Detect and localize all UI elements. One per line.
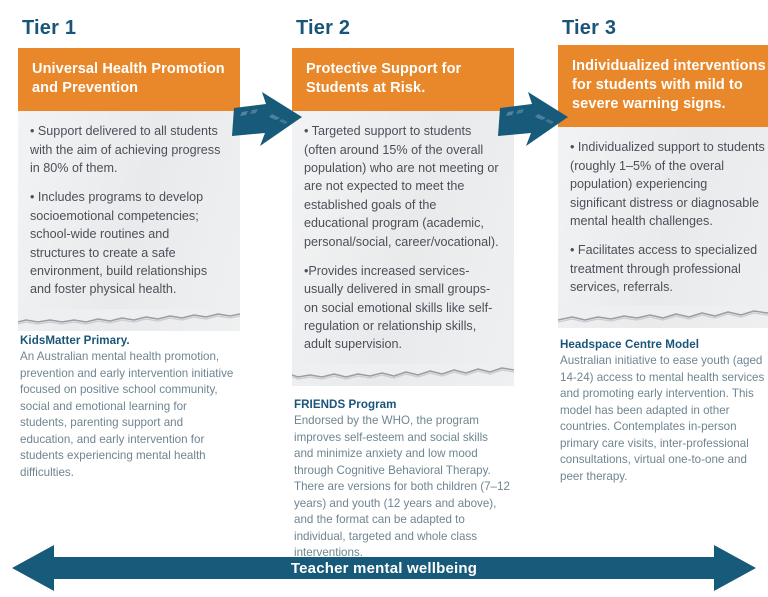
tier-note-title-1: KidsMatter Primary. <box>20 334 130 347</box>
tier-note-text-2: Endorsed by the WHO, the program improves self-esteem and social skills and minimize anxiety and low mood through Cognitive Behavioral Therapy. There are versions for both children (7–12 years) and youth (12 years and above), and the format can be adapted to individual, targeted and whole class interventions. <box>294 414 510 560</box>
tier-body-bullet: •Provides increased services-usually delivered in small groups- on social emotional skills like self-regulation or relationship skills, adult supervision. <box>304 263 493 352</box>
tier-note-text-3: Australian initiative to ease youth (aged 14-24) access to mental health services and promoting early intervention. This model has been adapted in other countries. Contemplates in-person primary care visits, inter-professional consultations, virtual one-to-one and peer therapy. <box>560 354 765 483</box>
tier-note-1 <box>20 333 240 481</box>
tier-body-bullet: • Individualized support to students (roughly 1–5% of the overal population) experiencing significant distress or diagnosable mental health challenges. <box>570 140 765 228</box>
teacher-wellbeing-banner <box>12 543 756 593</box>
tier-card-2 <box>292 48 514 386</box>
tier-card-1 <box>18 48 240 331</box>
tier-body-bullet: • Facilitates access to specialized treatment through professional services, referrals. <box>570 243 758 294</box>
tier-note-2 <box>294 397 514 562</box>
torn-paper-edge-3 <box>558 306 768 328</box>
tier-card-header-2: Protective Support for Students at Risk. <box>292 48 514 111</box>
tier-body-bullet: • Includes programs to develop socioemotional competencies; school-wide routines and structures to create a safe environment, build relationships and foster physical health. <box>30 190 208 297</box>
tier-card-body-3 <box>558 127 768 306</box>
double-arrow-icon <box>12 543 756 593</box>
tier-note-text-1: An Australian mental health promotion, prevention and early intervention initiative focused on positive school community, social and emotional learning for students, parenting support and education, and early intervention for students experiencing mental health difficulties. <box>20 350 234 479</box>
tier-body-bullet: • Targeted support to students (often around 15% of the overall population) who are not meeting or are not expected to meet the established goals of the educational program (academic, personal/social, career/vocational). <box>304 124 499 249</box>
tier-note-3 <box>560 337 768 485</box>
tier-label-3: Tier 3 <box>562 17 617 39</box>
tier-card-3 <box>558 45 768 328</box>
tier-card-header-3: Individualized interventions for students with mild to severe warning signs. <box>558 45 768 127</box>
tier-label-1: Tier 1 <box>22 17 77 39</box>
arrow-tier2-to-tier3-icon <box>498 88 570 152</box>
tier-body-bullet: • Support delivered to all students with the aim of achieving progress in 80% of them. <box>30 124 221 175</box>
tier-card-body-2 <box>292 111 514 364</box>
tier-label-2: Tier 2 <box>296 17 351 39</box>
torn-paper-edge-1 <box>18 309 240 331</box>
arrow-tier1-to-tier2-icon <box>232 88 304 152</box>
tier-card-header-1: Universal Health Promotion and Prevention <box>18 48 240 111</box>
tier-card-body-1 <box>18 111 240 308</box>
tier-note-title-2: FRIENDS Program <box>294 398 397 411</box>
tier-note-title-3: Headspace Centre Model <box>560 338 699 351</box>
banner-label: Teacher mental wellbeing <box>290 559 478 577</box>
torn-paper-edge-2 <box>292 364 514 386</box>
